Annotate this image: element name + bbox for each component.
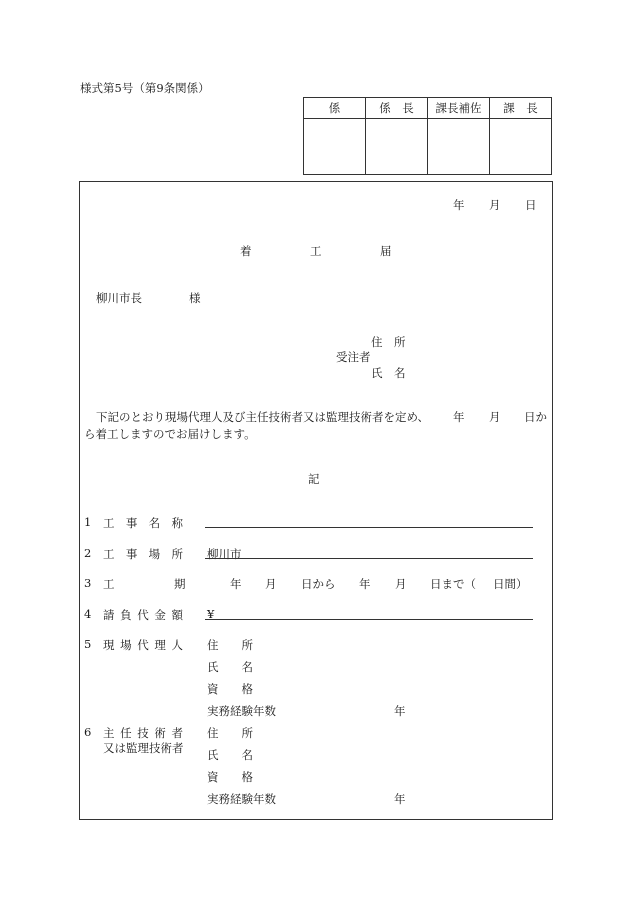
ki-heading: 記 [308,472,320,486]
item3-day-from: 日から [301,577,336,591]
item3-year1: 年 [230,577,242,591]
item3-label-a: 工 [103,577,115,591]
item6-number: 6 [84,725,92,739]
item3-month1: 月 [265,577,277,591]
item3-label-b: 期 [174,577,186,591]
item5-experience-label: 実務経験年数 [207,704,276,718]
contractor-address-label: 住 所 [371,335,406,349]
item4-value-line[interactable] [205,619,533,620]
date-month: 月 [489,198,501,212]
approval-header-chief: 係 長 [366,98,428,119]
approval-header-manager: 課 長 [490,98,552,119]
item4-yen-symbol: ¥ [207,607,215,621]
approval-stamp-table [303,97,552,175]
item3-days-total: 日間） [493,577,528,591]
item4-label: 請負代金額 [103,608,189,622]
approval-stamp-chief[interactable] [366,119,428,175]
item6-label: 主任技術者 [103,726,189,740]
item5-qualification-label: 資 格 [207,682,253,696]
item5-number: 5 [84,637,92,651]
title-char-2: 工 [310,244,322,258]
title-char-1: 着 [240,244,252,258]
form-code: 様式第5号（第9条関係） [80,81,210,95]
addressee-honorific: 様 [189,291,201,305]
item1-value-line[interactable] [205,527,533,528]
body-line1-month: 月 [489,410,501,424]
item5-address-label: 住 所 [207,638,253,652]
contractor-name-label: 氏 名 [371,366,406,380]
item6-qualification-label: 資 格 [207,770,253,784]
item6-label2: 又は監理技術者 [103,741,184,755]
date-year: 年 [453,198,465,212]
item3-year2: 年 [359,577,371,591]
addressee-name: 柳川市長 [96,291,142,305]
date-day: 日 [525,198,537,212]
item3-day-until: 日まで（ [430,577,476,591]
item6-experience-label: 実務経験年数 [207,792,276,806]
title-char-3: 届 [380,244,392,258]
item3-month2: 月 [395,577,407,591]
contractor-role-label: 受注者 [336,350,371,364]
approval-stamp-manager[interactable] [490,119,552,175]
item6-name-label: 氏 名 [207,748,253,762]
item1-label: 工事名称 [103,516,195,530]
item5-name-label: 氏 名 [207,660,253,674]
item4-number: 4 [84,607,92,621]
item6-experience-unit: 年 [394,792,406,806]
body-line2: ら着工しますのでお届けします。 [84,427,256,441]
approval-stamp-assistant-manager[interactable] [428,119,490,175]
item1-number: 1 [84,515,92,529]
item2-value-line[interactable] [205,558,533,559]
body-line1-day: 日か [524,410,547,424]
item2-value: 柳川市 [207,547,242,561]
item5-experience-unit: 年 [394,704,406,718]
approval-header-staff: 係 [304,98,366,119]
approval-header-assistant-manager: 課長補佐 [428,98,490,119]
body-line1-year: 年 [453,410,465,424]
body-line1-text: 下記のとおり現場代理人及び主任技術者又は監理技術者を定め、 [96,410,430,424]
item2-label: 工事場所 [103,547,195,561]
item2-number: 2 [84,546,92,560]
approval-stamp-staff[interactable] [304,119,366,175]
item5-label: 現場代理人 [103,638,189,652]
item3-number: 3 [84,576,92,590]
item6-address-label: 住 所 [207,726,253,740]
